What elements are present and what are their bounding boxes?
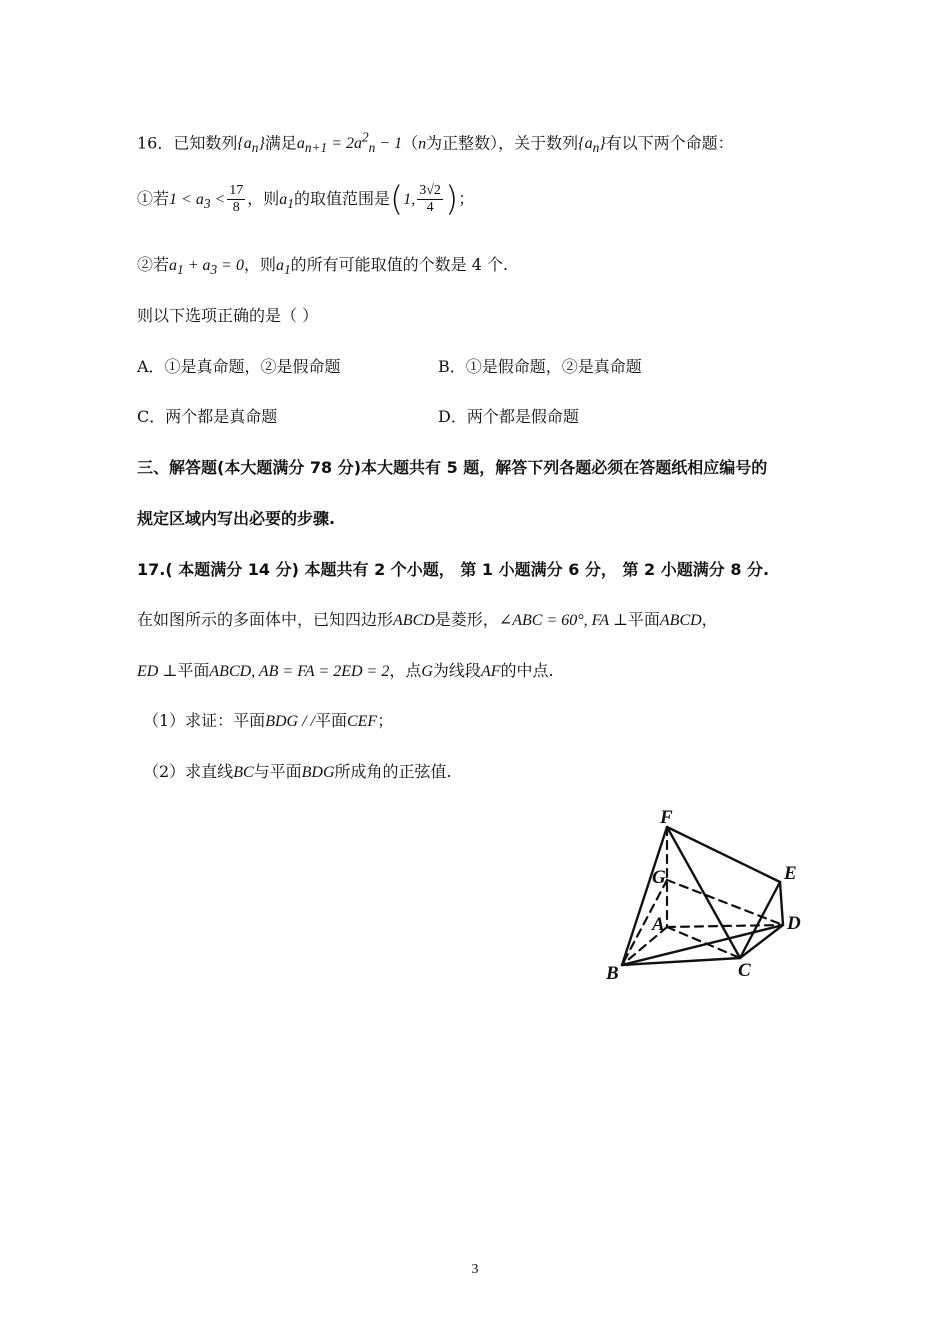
edge-CE xyxy=(740,882,780,958)
label-A: A xyxy=(652,914,665,935)
option-b: B．①是假命题，②是真命题 xyxy=(438,357,642,376)
section-3-heading-cont: 规定区域内写出必要的步骤. xyxy=(137,509,336,528)
polyhedron-figure xyxy=(600,805,815,985)
q16-question: 则以下选项正确的是（ ） xyxy=(137,306,319,325)
edge-FE xyxy=(667,827,780,882)
option-a: A．①是真命题，②是假命题 xyxy=(137,357,341,376)
q17-header: 17.( 本题满分 14 分) 本题共有 2 个小题， 第 1 小题满分 6 分， 第 2 小题满分 8 分. xyxy=(137,560,770,579)
q17-condition-1: 在如图所示的多面体中，已知四边形ABCD是菱形，∠ABC = 60°, FA ⊥平面ABCD， xyxy=(137,610,718,629)
q17-subquestion-1: （1）求证：平面BDG / /平面CEF； xyxy=(143,711,394,730)
fraction-3sqrt2-4: $\frac{3√2}{4}$ xyxy=(419,183,441,215)
label-F: F xyxy=(660,807,673,828)
q16-proposition-2: ②若$a_1 + a_3 = 0$，则$a_1$的所有可能取值的个数是 4 个. xyxy=(137,255,509,278)
section-3-heading: 三、解答题(本大题满分 78 分)本大题共有 5 题，解答下列各题必须在答题纸相应编号的 xyxy=(137,458,768,477)
label-D: D xyxy=(787,913,801,934)
q17-condition-2: ED ⊥平面ABCD, AB = FA = 2ED = 2，点G为线段AF的中点. xyxy=(137,661,554,680)
page-number: 3 xyxy=(471,1262,479,1277)
label-C: C xyxy=(738,960,751,981)
option-c: C．两个都是真命题 xyxy=(137,407,278,426)
edge-GD xyxy=(667,880,783,925)
edge-ED xyxy=(780,882,783,925)
q16-proposition-1: ①若$1 < a_3$ < $\frac{17}{8}$ ，则$a_1$的取值范围是(1, $\frac{3√2}{4}$ )； xyxy=(137,179,475,220)
label-G: G xyxy=(652,867,666,888)
edge-FB xyxy=(622,827,667,965)
option-d: D．两个都是假命题 xyxy=(438,407,579,426)
label-E: E xyxy=(784,863,797,884)
edge-AD xyxy=(667,925,783,927)
q16-stem: 16．已知数列$\{a_n\}$满足$a_{n+1} = 2a^2_n - 1(n$为正整数），关于数列$\{a_n\}$有以下两个命题： xyxy=(137,130,734,156)
q17-subquestion-2: （2）求直线BC与平面BDG所成角的正弦值. xyxy=(143,762,452,781)
fraction-17-8: $\frac{17}{8}$ xyxy=(229,183,244,215)
edge-AC xyxy=(667,927,740,958)
label-B: B xyxy=(606,963,619,984)
